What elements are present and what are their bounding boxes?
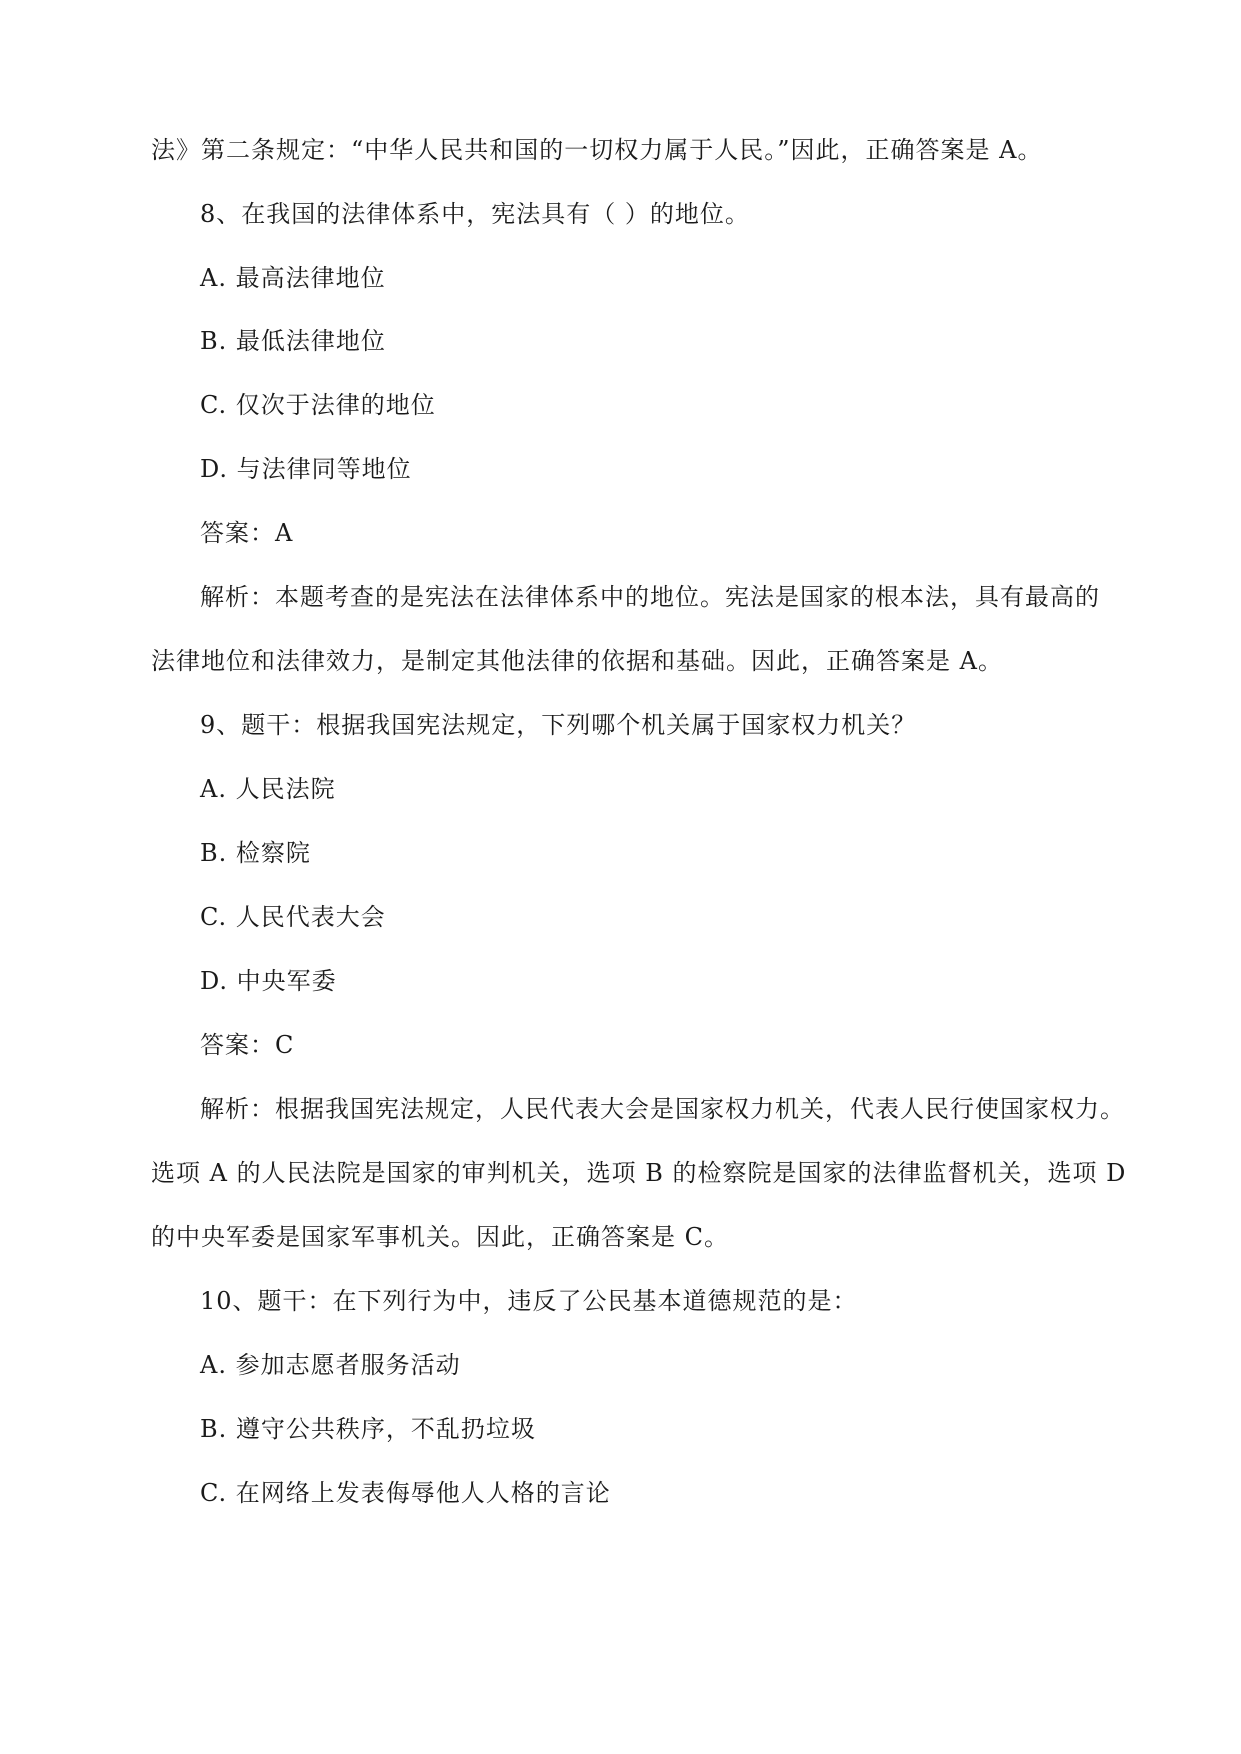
question-8-explanation-line-1: 解析：本题考查的是宪法在法律体系中的地位。宪法是国家的根本法，具有最高的 — [200, 583, 1100, 611]
question-8-option-a: A. 最高法律地位 — [200, 264, 386, 292]
question-10-option-b: B. 遵守公共秩序，不乱扔垃圾 — [200, 1415, 536, 1443]
question-8-explanation-line-2: 法律地位和法律效力，是制定其他法律的依据和基础。因此，正确答案是 A。 — [151, 647, 1003, 675]
question-9-explanation-line-2: 选项 A 的人民法院是国家的审判机关，选项 B 的检察院是国家的法律监督机关，选项 D — [151, 1159, 1127, 1187]
question-9-explanation-line-3: 的中央军委是国家军事机关。因此，正确答案是 C。 — [151, 1223, 729, 1251]
question-8-stem: 8、在我国的法律体系中，宪法具有（ ）的地位。 — [200, 200, 750, 228]
question-9-explanation-line-1: 解析：根据我国宪法规定，人民代表大会是国家权力机关，代表人民行使国家权力。 — [200, 1095, 1125, 1123]
question-10-option-c: C. 在网络上发表侮辱他人人格的言论 — [200, 1479, 611, 1507]
question-9-option-a: A. 人民法院 — [200, 775, 336, 803]
question-8-option-c: C. 仅次于法律的地位 — [200, 391, 436, 419]
question-8-answer: 答案：A — [200, 519, 294, 547]
question-9-option-b: B. 检察院 — [200, 839, 311, 867]
question-10-option-a: A. 参加志愿者服务活动 — [200, 1351, 461, 1379]
question-9-option-c: C. 人民代表大会 — [200, 903, 386, 931]
question-9-option-d: D. 中央军委 — [200, 967, 337, 995]
question-8-option-d: D. 与法律同等地位 — [200, 455, 412, 483]
question-8-option-b: B. 最低法律地位 — [200, 327, 386, 355]
question-10-stem: 10、题干：在下列行为中，违反了公民基本道德规范的是： — [200, 1287, 858, 1315]
paragraph-line: 法》第二条规定：“中华人民共和国的一切权力属于人民。”因此，正确答案是 A。 — [151, 136, 1043, 164]
question-9-answer: 答案：C — [200, 1031, 295, 1059]
question-9-stem: 9、题干：根据我国宪法规定，下列哪个机关属于国家权力机关？ — [200, 711, 917, 739]
